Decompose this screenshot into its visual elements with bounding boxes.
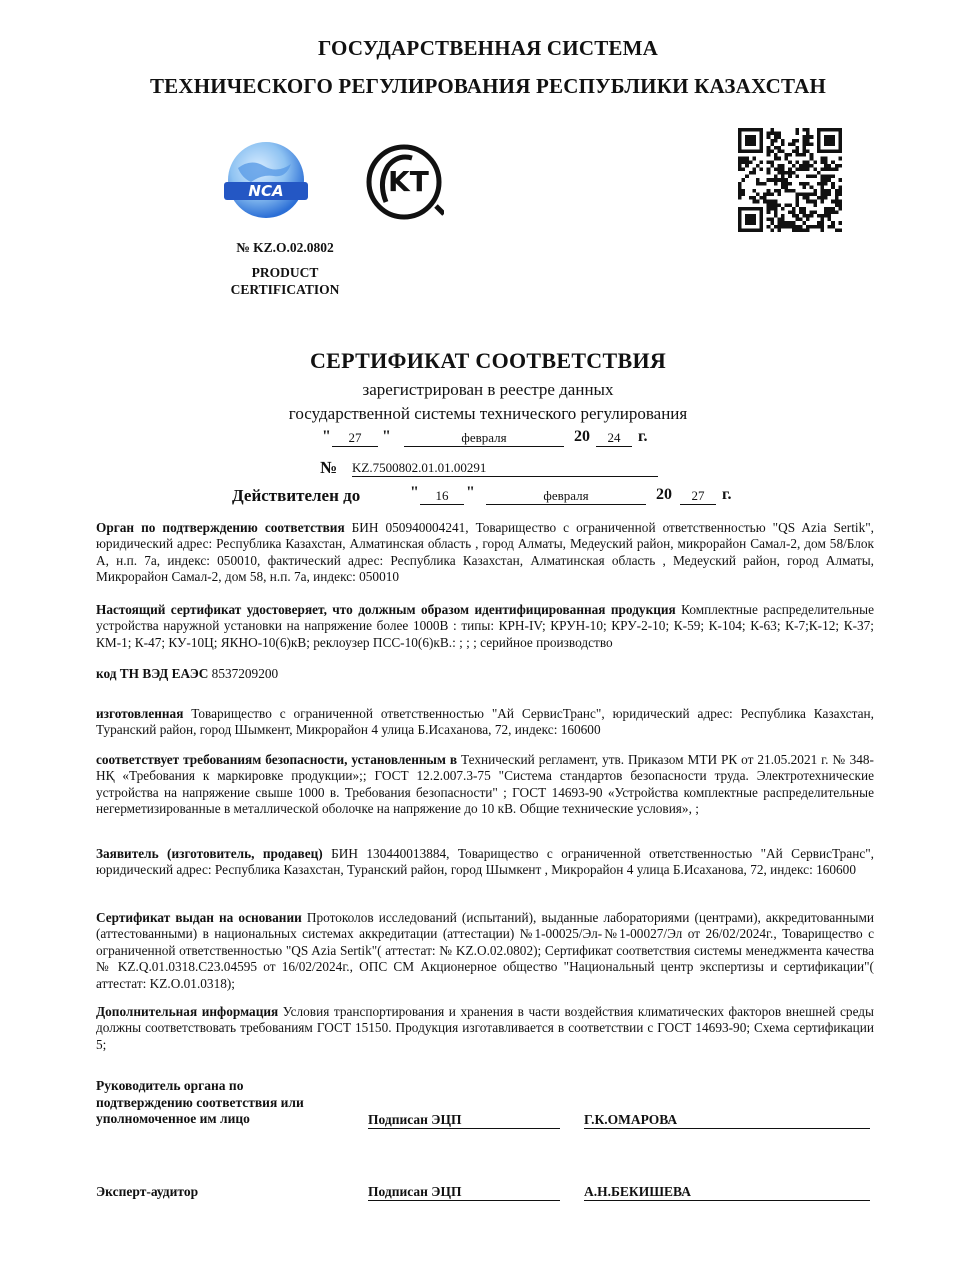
section-complies-label: соответствует требованиям безопасности, установленным в: [96, 752, 458, 767]
section-applicant: [96, 846, 874, 879]
section-basis-label: Сертификат выдан на основании: [96, 910, 302, 925]
valid-label: Действителен до: [232, 486, 361, 505]
section-manufactured-label: изготовленная: [96, 706, 184, 721]
head-signatory-label: [96, 1078, 304, 1128]
certificate-subtitle-2: государственной системы технического регулирования: [288, 404, 688, 423]
valid-year: 27: [680, 488, 716, 505]
section-manufactured-text: Товарищество с ограниченной ответственностью "Ай СервисТранс", юридический адрес: Республика Казахстан, Туранский район, город Шымкент, Микрорайон 4 улица Б.Исаханова, 72, индекс: 160600: [96, 706, 874, 738]
head-label-line-3: уполномоченное им лицо: [96, 1111, 250, 1126]
reg-month: февраля: [404, 430, 564, 447]
section-basis-text: Протоколов исследований (испытаний), выданные лабораториями (центрами), аккредитованными (аттестованными) в национальных системах аккредитации (аттестации) №1-00025/Эл-№1-00027/Эл от 26/02/2024г., Товарищество с ограниченной ответственностью "QS Azia Sertik"( аттестат: № KZ.O.02.0802); Сертификат соответствия системы менеджмента качества № KZ.Q.01.0318.C23.04595 от 16/02/2024г., ОПС СМ Акционерное общество "Национальный центр экспертизы и сертификации"( аттестат: KZ.O.01.0318);: [96, 910, 874, 991]
section-organ-text: БИН 050940004241, Товарищество с ограниченной ответственностью "QS Azia Sertik", юридический адрес: Республика Казахстан, Алматинская область , город Алматы, Медеуский район, микрорайон Самал-2, дом 58/Блок А, н.п. 7а, индекс: 050010, фактический адрес: Республика Казахстан, Алматинская область , Медеуский район, город Алматы, Микрорайон Самал-2, дом 58, н.п. 7а, индекс: 050010: [96, 520, 874, 585]
accreditation-number: № KZ.O.02.0802: [236, 240, 334, 255]
head-name: Г.К.ОМАРОВА: [584, 1112, 870, 1129]
registration-date: [0, 428, 976, 454]
section-applicant-label: Заявитель (изготовитель, продавец): [96, 846, 323, 861]
certificate-title: СЕРТИФИКАТ СООТВЕТСТВИЯ: [309, 348, 667, 373]
reg-day: 27: [332, 430, 378, 447]
section-code: [96, 666, 874, 682]
certificate-number: KZ.7500802.01.01.00291: [352, 460, 658, 477]
expert-signature: Подписан ЭЦП: [368, 1184, 560, 1201]
valid-month: февраля: [486, 488, 646, 505]
head-label-line-1: Руководитель органа по: [96, 1078, 244, 1093]
section-basis: [96, 910, 874, 992]
kt-logo-text: KT: [388, 165, 429, 198]
reg-open-quote: ": [322, 428, 331, 445]
section-additional: [96, 1004, 874, 1053]
valid-year-prefix: 20: [656, 486, 672, 503]
valid-until: [0, 484, 976, 512]
qr-code: [738, 128, 842, 232]
section-certifies-label: Настоящий сертификат удостоверяет, что должным образом идентифицированная продукция: [96, 602, 676, 617]
head-label-line-2: подтверждению соответствия или: [96, 1094, 304, 1110]
nca-logo-text: NCA: [248, 182, 284, 200]
reg-year-prefix: 20: [574, 428, 590, 445]
reg-suffix: г.: [638, 428, 648, 445]
header-line-1: ГОСУДАРСТВЕННАЯ СИСТЕМА: [317, 36, 658, 60]
accreditation-line-1: PRODUCT: [251, 265, 319, 280]
nca-logo: [216, 138, 316, 228]
section-organ: [96, 520, 874, 586]
section-code-text: 8537209200: [208, 666, 279, 681]
certificate-subtitle-1: зарегистрирован в реестре данных: [362, 380, 614, 399]
section-complies: [96, 752, 874, 818]
section-organ-label: Орган по подтверждению соответствия: [96, 520, 345, 535]
section-applicant-text: БИН 130440013884, Товарищество с ограниченной ответственностью "Ай СервисТранс", юридический адрес: Республика Казахстан, Туранский район, город Шымкент , Микрорайон 4 улица Б.Исаханова, 72, индекс: 160600: [96, 846, 874, 878]
accreditation-line-2: CERTIFICATION: [230, 282, 340, 297]
valid-close-quote: ": [466, 484, 475, 501]
expert-label: Эксперт-аудитор: [96, 1184, 199, 1199]
section-additional-label: Дополнительная информация: [96, 1004, 279, 1019]
kt-logo: [364, 140, 444, 226]
section-certifies-text: Комплектные распределительные устройства наружной установки на напряжение более 1000В : типы: КРН-IV; КРУН-10; КРУ-2-10; К-59; К-104; К-63; К-7;К-12; К-37; КМ-1; К-47; КУ-10Ц; ЯКНО-10(6)кВ; реклоузер ПСС-10(6)кВ.: ; ; ; серийное производство: [96, 602, 874, 650]
valid-day: 16: [420, 488, 464, 505]
certificate-number-label: №: [320, 458, 338, 477]
reg-close-quote: ": [382, 428, 391, 445]
section-additional-text: Условия транспортирования и хранения в части воздействия климатических факторов внешней среды должны соответствовать требованиям ГОСТ 15150. Продукция изготавливается в соответствии с ГОСТ 14693-90; Схема сертификации 5;: [96, 1004, 874, 1052]
section-complies-text: Технический регламент, утв. Приказом МТИ РК от 21.05.2021 г. № 348-НҚ «Требования к маркировке продукции»;; ГОСТ 12.2.007.3-75 "Система стандартов безопасности труда. Электротехнические устройства на напряжение свыше 1000 в. Требования безопасности" ; ГОСТ 14693-90 «Устройства комплектные распределительные негерметизированные в металлической оболочке на напряжение до 10 кВ. Общие технические условия», ;: [96, 752, 874, 817]
head-signature: Подписан ЭЦП: [368, 1112, 560, 1129]
valid-open-quote: ": [410, 484, 419, 501]
section-manufactured: [96, 706, 874, 739]
section-certifies: [96, 602, 874, 651]
section-code-label: код ТН ВЭД ЕАЭС: [96, 666, 209, 681]
reg-year: 24: [596, 430, 632, 447]
expert-name: А.Н.БЕКИШЕВА: [584, 1184, 870, 1201]
valid-suffix: г.: [722, 486, 732, 503]
header-line-2: ТЕХНИЧЕСКОГО РЕГУЛИРОВАНИЯ РЕСПУБЛИКИ КАЗАХСТАН: [149, 74, 827, 98]
